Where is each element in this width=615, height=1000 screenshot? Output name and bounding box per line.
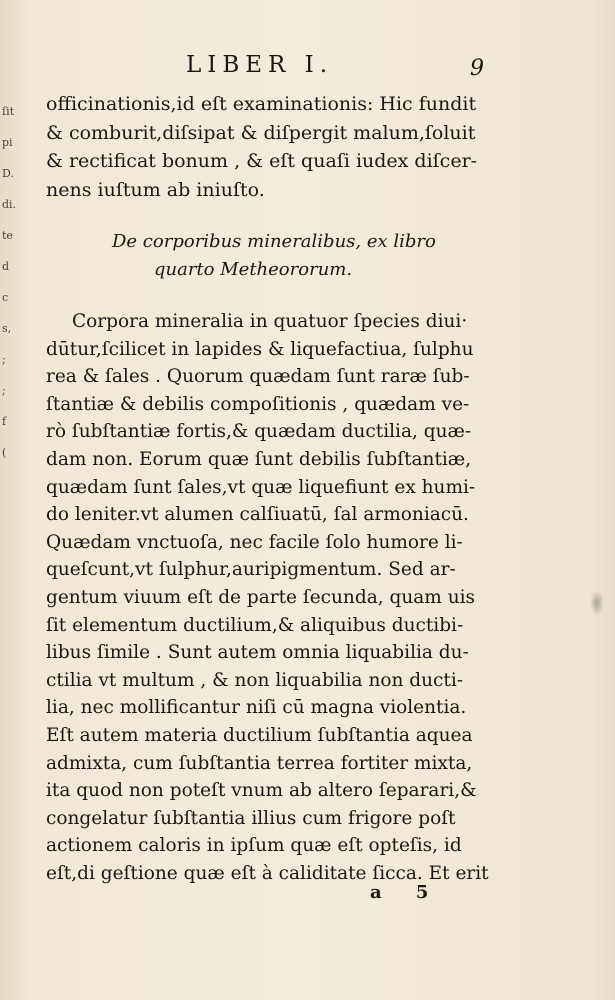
text-line: & comburit,diſsipat & diſpergit malum,ſoluit [46, 121, 476, 144]
margin-notes [2, 96, 18, 468]
running-title: LIBER I. [186, 52, 334, 78]
margin-note: ( [2, 446, 7, 459]
heading-line: quarto Metheororum. [154, 259, 353, 280]
margin-note: te [2, 229, 13, 242]
text-line: ctilia vt multum , & non liquabilia non ducti- [46, 669, 464, 691]
text-line: dūtur,ſcilicet in lapides & liquefactiua, ſulphu [46, 338, 474, 360]
text-line: do leniter.vt alumen calſiuatū, ſal armoniacū. [46, 504, 469, 526]
heading-line: De corporibus mineralibus, ex libro [112, 231, 436, 252]
text-line: congelatur ſubſtantia illius cum frigore poſt [46, 807, 456, 829]
text-line: gentum viuum eſt de parte ſecunda, quam uis [46, 586, 476, 608]
text-line: & rectificat bonum , & eſt quaſi iudex diſcer- [46, 150, 478, 172]
signature-mark: a 5 [370, 882, 443, 903]
text-line: officinationis,id eſt examinationis: Hic fundit [46, 93, 477, 115]
page-stain [590, 590, 604, 616]
text-line: lia, nec mollificantur niſi cū magna violentia. [46, 697, 467, 719]
text-line: actionem caloris in ipſum quæ eſt opteſis, id [46, 835, 462, 857]
margin-note: di. [2, 198, 17, 211]
text-line: nens iuſtum ab iniuſto. [46, 178, 265, 201]
margin-note: c [2, 291, 9, 304]
text-line: dam non. Eorum quæ ſunt debilis ſubſtantiæ, [46, 448, 472, 470]
body-paragraph [46, 308, 494, 887]
text-line: eſt,di geſtione quæ eſt à caliditate ſicca. Et erit [46, 862, 489, 884]
opening-paragraph [46, 90, 486, 204]
margin-note: ; [2, 384, 6, 397]
page-number: 9 [470, 56, 484, 81]
margin-note: s, [2, 322, 12, 335]
margin-note: ſit [2, 105, 15, 118]
margin-note: f [2, 415, 7, 428]
text-line: ſtantiæ & debilis compoſitionis , quædam ve- [46, 393, 470, 415]
text-line: rea & ſales . Quorum quædam ſunt raræ ſub- [46, 366, 470, 388]
text-line: ſit elementum ductilium,& aliquibus ductibi- [46, 614, 464, 636]
text-line: ita quod non poteſt vnum ab altero ſeparari,& [46, 780, 477, 802]
text-line: admixta, cum ſubſtantia terrea fortiter mixta, [46, 752, 473, 774]
text-line: Corpora mineralia in quatuor ſpecies diui· [72, 311, 468, 332]
page-header [0, 52, 615, 84]
text-line: queſcunt,vt ſulphur,auripigmentum. Sed ar- [46, 559, 456, 581]
margin-note: D. [2, 167, 14, 180]
margin-note: d [2, 260, 10, 273]
section-heading [46, 228, 486, 284]
text-line: rò ſubſtantiæ fortis,& quædam ductilia, quæ- [46, 421, 472, 443]
text-line: libus ſimile . Sunt autem omnia liquabilia du- [46, 642, 469, 664]
text-line: quædam ſunt ſales,vt quæ liquefiunt ex humi- [46, 476, 476, 498]
margin-note: pi [2, 136, 13, 149]
margin-note: ; [2, 353, 6, 366]
text-line: Quædam vnctuoſa, nec facile ſolo humore li- [46, 531, 463, 553]
text-line: Eſt autem materia ductilium ſubſtantia aquea [46, 724, 473, 746]
